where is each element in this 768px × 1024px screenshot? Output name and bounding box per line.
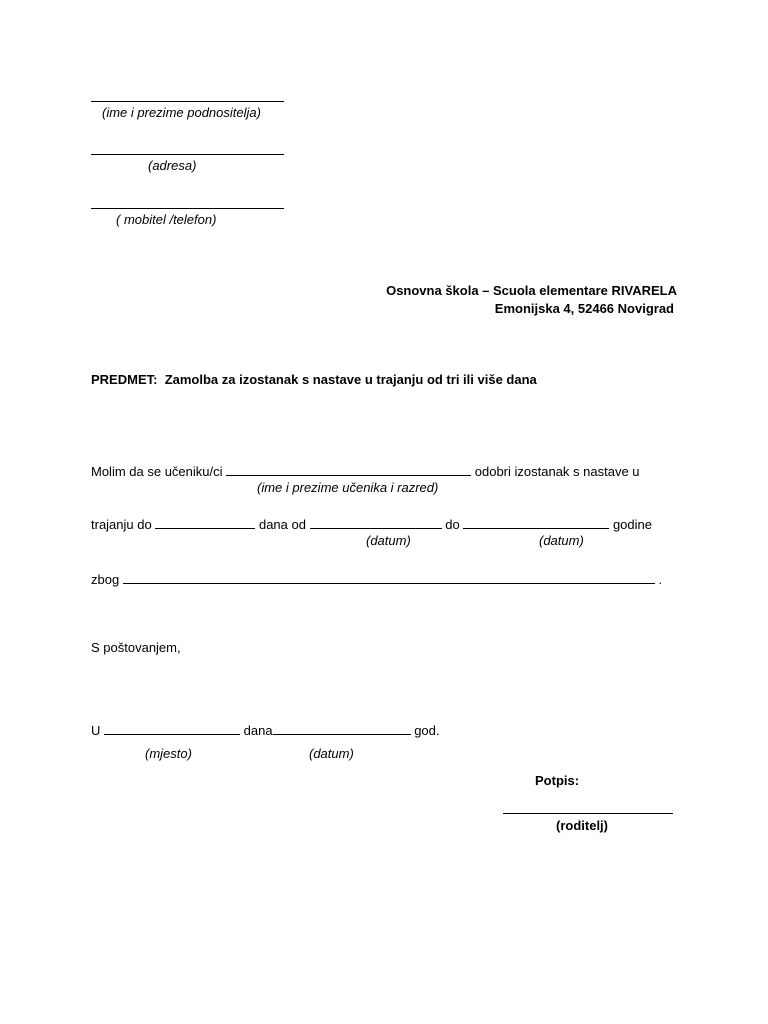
reason-field[interactable] [123, 569, 655, 584]
year-word: god. [414, 723, 440, 738]
to-text: do [445, 517, 460, 532]
place-caption: (mjesto) [145, 746, 192, 761]
year-text: godine [612, 517, 652, 532]
recipient-school-name: Osnovna škola – Scuola elementare RIVARELA [386, 283, 677, 298]
date-to-field[interactable] [463, 514, 609, 529]
student-name-caption: (ime i prezime učenika i razred) [257, 480, 439, 495]
place-field[interactable] [104, 720, 240, 735]
applicant-address-line[interactable] [91, 154, 284, 155]
recipient-address: Emonijska 4, 52466 Novigrad [494, 301, 674, 316]
subject-text: Zamolba za izostanak s nastave u trajanju od tri ili više dana [164, 372, 537, 387]
reason-period: . [658, 572, 663, 587]
applicant-address-caption: (adresa) [148, 158, 197, 173]
place-prefix: U [91, 723, 101, 738]
signing-date-caption: (datum) [309, 746, 354, 761]
reason-line [91, 569, 662, 587]
date-from-field[interactable] [310, 514, 442, 529]
applicant-phone-caption: ( mobitel /telefon) [116, 212, 217, 227]
signature-caption: (roditelj) [556, 818, 608, 833]
date-word: dana [243, 723, 273, 738]
subject-label: PREDMET: [91, 372, 158, 387]
days-count-field[interactable] [155, 514, 255, 529]
signing-date-field[interactable] [273, 720, 411, 735]
greeting: S poštovanjem, [91, 640, 181, 655]
signature-line[interactable] [503, 813, 673, 814]
duration-text: trajanju do [91, 517, 152, 532]
days-from-text: dana od [258, 517, 306, 532]
date-to-caption: (datum) [539, 533, 584, 548]
request-line-1 [91, 461, 640, 479]
place-date-line [91, 720, 440, 738]
signature-label: Potpis: [535, 773, 580, 788]
request-line-2 [91, 514, 652, 532]
request-text-start: Molim da se učeniku/ci [91, 464, 223, 479]
applicant-name-line[interactable] [91, 101, 284, 102]
student-name-field[interactable] [226, 461, 471, 476]
subject-line [91, 372, 537, 387]
applicant-name-caption: (ime i prezime podnositelja) [102, 105, 261, 120]
date-from-caption: (datum) [366, 533, 411, 548]
applicant-phone-line[interactable] [91, 208, 284, 209]
reason-label: zbog [91, 572, 120, 587]
request-text-end: odobri izostanak s nastave u [474, 464, 640, 479]
